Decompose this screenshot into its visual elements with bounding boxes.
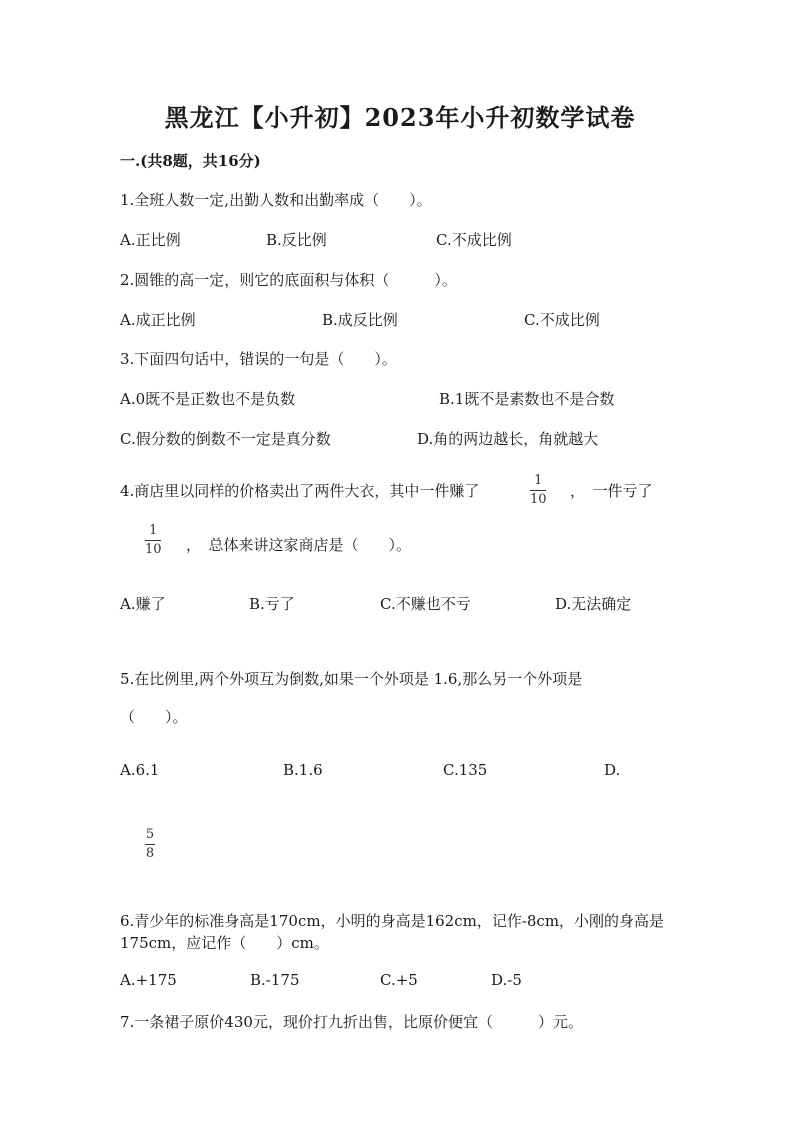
question-3-stem: 3.下面四句话中，错误的一句是（ ）。: [120, 350, 397, 368]
question-3-option-a: A.0既不是正数也不是负数: [120, 390, 296, 408]
question-5-option-b: B.1.6: [283, 761, 323, 779]
question-4-stem-part1: 4.商店里以同样的价格卖出了两件大衣，其中一件赚了: [120, 482, 480, 500]
question-1-stem: 1.全班人数一定,出勤人数和出勤率成（ ）。: [120, 191, 432, 209]
question-5-stem-line1: 5.在比例里,两个外项互为倒数,如果一个外项是 1.6,那么另一个外项是: [120, 670, 583, 688]
question-6-option-b: B.-175: [250, 971, 300, 989]
fraction-denominator: 10: [530, 492, 547, 507]
fraction-numerator: 5: [145, 827, 155, 842]
question-3-option-b: B.1既不是素数也不是合数: [439, 390, 615, 408]
question-3-option-d: D.角的两边越长，角就越大: [417, 430, 599, 448]
question-6-stem-line1: 6.青少年的标准身高是170cm，小明的身高是162cm，记作-8cm，小刚的身高是: [120, 912, 665, 930]
question-5-option-a: A.6.1: [120, 761, 160, 779]
question-4-option-c: C.不赚也不亏: [380, 595, 471, 613]
fraction-bar: [530, 490, 546, 491]
question-2-option-c: C.不成比例: [524, 311, 600, 329]
fraction-bar: [145, 540, 161, 541]
page-title: 黑龙江【小升初】2023年小升初数学试卷: [164, 103, 636, 132]
fraction-numerator: 1: [534, 473, 543, 488]
question-6-option-a: A.+175: [120, 971, 177, 989]
question-4-option-a: A.赚了: [120, 595, 166, 613]
question-2-option-b: B.成反比例: [322, 311, 398, 329]
question-6-option-c: C.+5: [380, 971, 418, 989]
question-4-stem-part3: ， 总体来讲这家商店是（ ）。: [186, 536, 412, 554]
question-4-stem-part2: ， 一件亏了: [570, 482, 653, 500]
question-4-fraction-2: [145, 524, 162, 557]
fraction-denominator: 8: [145, 846, 155, 861]
question-5-option-c: C.135: [443, 761, 488, 779]
question-1-option-c: C.不成比例: [436, 231, 512, 249]
question-5-option-d: D.: [604, 761, 621, 779]
question-5-stem-line2: （ ）。: [120, 708, 188, 726]
question-4-fraction-1: [530, 474, 547, 507]
question-6-stem-line2: 175cm，应记作（ ）cm。: [120, 934, 329, 952]
question-3-option-c: C.假分数的倒数不一定是真分数: [120, 430, 331, 448]
question-4-option-d: D.无法确定: [555, 595, 632, 613]
question-5-fraction: [145, 828, 155, 861]
question-4-option-b: B.亏了: [249, 595, 295, 613]
question-1-option-a: A.正比例: [120, 231, 181, 249]
question-2-option-a: A.成正比例: [120, 311, 196, 329]
fraction-denominator: 10: [145, 542, 162, 557]
question-1-option-b: B.反比例: [266, 231, 327, 249]
question-6-option-d: D.-5: [491, 971, 522, 989]
question-7-stem: 7.一条裙子原价430元，现价打九折出售，比原价便宜（ ）元。: [120, 1013, 583, 1031]
fraction-numerator: 1: [149, 523, 158, 538]
section-heading: 一.(共8题，共16分): [120, 152, 261, 170]
question-2-stem: 2.圆锥的高一定，则它的底面积与体积（ ）。: [120, 271, 457, 289]
fraction-bar: [145, 844, 155, 845]
